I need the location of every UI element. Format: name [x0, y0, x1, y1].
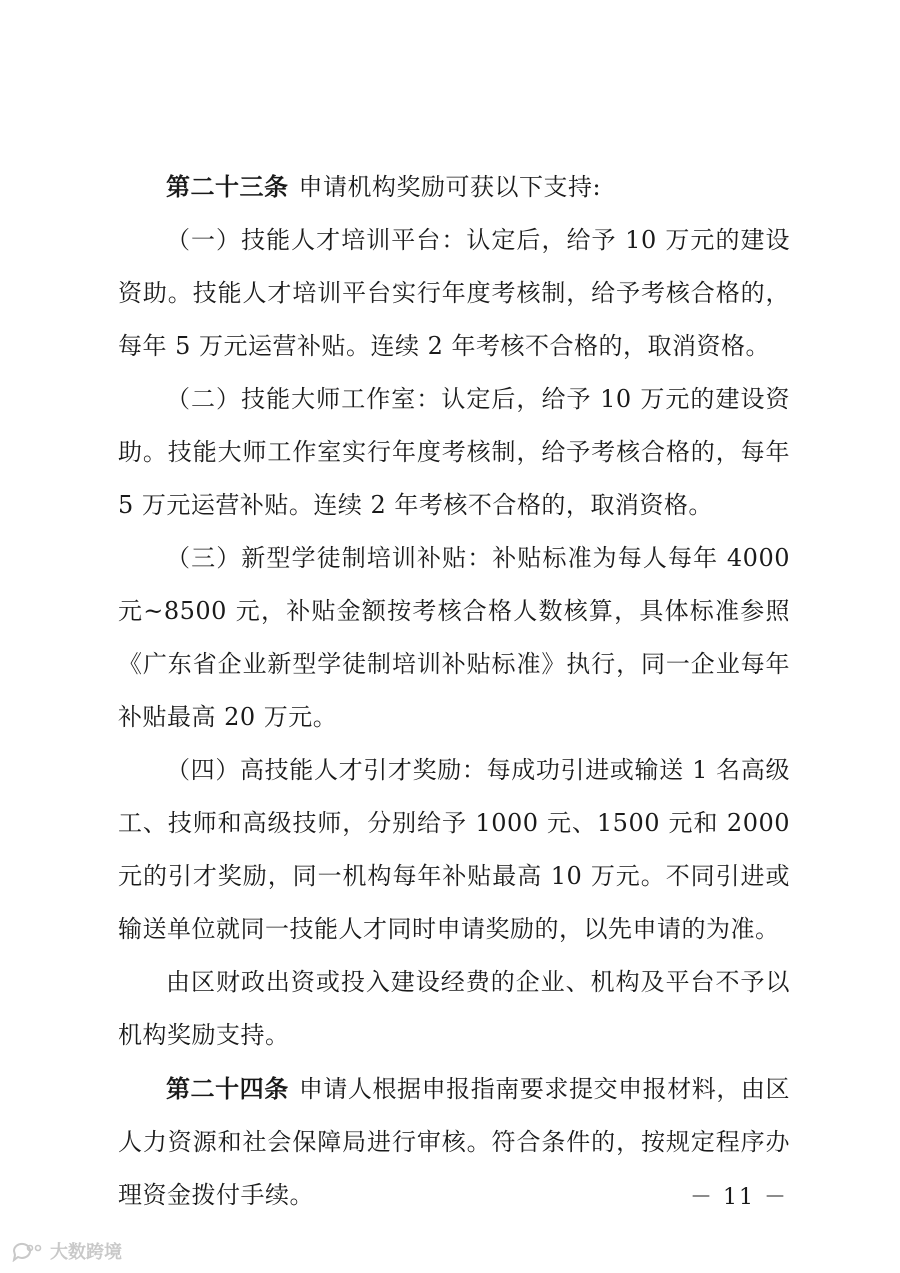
article-24-heading: 第二十四条 [166, 1074, 289, 1103]
article-23-item-2: （二）技能大师工作室：认定后，给予 10 万元的建设资助。技能大师工作室实行年度考核制，给予考核合格的，每年 5 万元运营补贴。连续 2 年考核不合格的，取消资格。 [118, 385, 790, 519]
article-23-intro-text: 申请机构奖励可获以下支持: [298, 173, 602, 201]
page-number: － 11 － [690, 1185, 788, 1210]
article-23-heading: 第二十三条 [166, 172, 289, 201]
document-page [118, 160, 790, 1222]
watermark [10, 1238, 122, 1264]
article-24-text: 申请人根据申报指南要求提交申报材料，由区人力资源和社会保障局进行审核。符合条件的，按规定程序办理资金拨付手续。 [118, 1075, 790, 1209]
article-23-note: 由区财政出资或投入建设经费的企业、机构及平台不予以机构奖励支持。 [118, 968, 790, 1049]
article-23-item-4: （四）高技能人才引才奖励：每成功引进或输送 1 名高级工、技师和高级技师，分别给予 1000 元、1500 元和 2000 元的引才奖励，同一机构每年补贴最高 10 万元。不同引进或输送单位就同一技能人才同时申请奖励的，以先申请的为准。 [118, 756, 790, 943]
article-23-item-3: （三）新型学徒制培训补贴：补贴标准为每人每年 4000 元~8500 元，补贴金额按考核合格人数核算，具体标准参照《广东省企业新型学徒制培训补贴标准》执行，同一企业每年补贴最高 20 万元。 [118, 544, 790, 731]
article-23-item-1: （一）技能人才培训平台：认定后，给予 10 万元的建设资助。技能人才培训平台实行年度考核制，给予考核合格的，每年 5 万元运营补贴。连续 2 年考核不合格的，取消资格。 [118, 226, 790, 360]
article-23-intro [118, 160, 790, 214]
chat-bubble-icon [10, 1240, 44, 1262]
watermark-text: 大数跨境 [50, 1242, 122, 1263]
